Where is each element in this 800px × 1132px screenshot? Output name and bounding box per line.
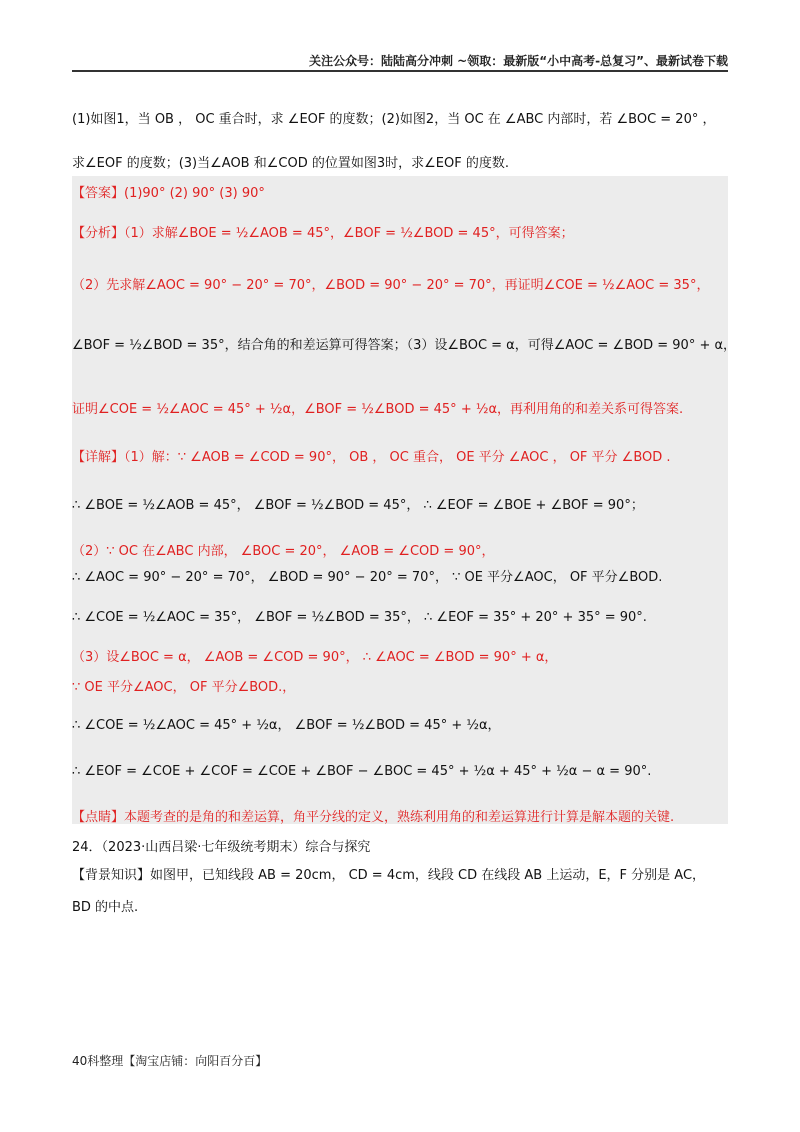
q24-title: 24．（2023·山西吕梁·七年级统考期末）综合与探究 (72, 840, 371, 855)
page-footer: 40科整理【淘宝店铺：向阳百分百】 (72, 1054, 268, 1068)
detail-line-5: ∴ ∠COE = ½∠AOC = 35°， ∠BOF = ½∠BOD = 35°， ∴ ∠EOF = 35° + 20° + 35° = 90°. (72, 610, 647, 625)
detail-line-6: （3）设∠BOC = α， ∠AOB = ∠COD = 90°， ∴ ∠AOC = ∠BOD = 90° + α， (72, 650, 558, 665)
q24-background-2: BD 的中点. (72, 900, 139, 915)
detail-line-1: 【详解】（1）解：∵ ∠AOB = ∠COD = 90°， OB ， OC 重合， OE 平分 ∠AOC ， OF 平分 ∠BOD . (72, 450, 671, 465)
analysis-line-3: ∠BOF = ½∠BOD = 35°，结合角的和差运算可得答案；（3）设∠BOC = α，可得∠AOC = ∠BOD = 90° + α， (72, 338, 737, 353)
detail-line-4: ∴ ∠AOC = 90° − 20° = 70°， ∠BOD = 90° − 20° = 70°， ∵ OE 平分∠AOC， OF 平分∠BOD. (72, 570, 663, 585)
remark-line: 【点睛】本题考查的是角的和差运算，角平分线的定义，熟练利用角的和差运算进行计算是解本题的关键. (72, 810, 675, 825)
detail-line-8: ∴ ∠COE = ½∠AOC = 45° + ½α， ∠BOF = ½∠BOD = 45° + ½α， (72, 718, 501, 733)
analysis-line-1: 【分析】（1）求解∠BOE = ½∠AOB = 45°，∠BOF = ½∠BOD = 45°，可得答案； (72, 226, 574, 241)
detail-line-9: ∴ ∠EOF = ∠COE + ∠COF = ∠COE + ∠BOF − ∠BOC = 45° + ½α + 45° + ½α − α = 90°. (72, 764, 652, 779)
header-rule (72, 70, 728, 72)
analysis-line-4: 证明∠COE = ½∠AOC = 45° + ½α，∠BOF = ½∠BOD = 45° + ½α，再利用角的和差关系可得答案. (72, 402, 684, 417)
question-line-1: (1)如图1，当 OB ， OC 重合时，求 ∠EOF 的度数；(2)如图2，当 OC 在 ∠ABC 内部时，若 ∠BOC = 20° ， (72, 112, 716, 127)
answer-line: 【答案】(1)90° (2) 90° (3) 90° (72, 186, 265, 201)
detail-line-7: ∵ OE 平分∠AOC， OF 平分∠BOD.， (72, 680, 296, 695)
detail-line-3: （2）∵ OC 在∠ABC 内部， ∠BOC = 20°， ∠AOB = ∠COD = 90°， (72, 544, 495, 559)
question-line-2: 求∠EOF 的度数；(3)当∠AOB 和∠COD 的位置如图3时，求∠EOF 的度数. (72, 156, 509, 171)
analysis-line-2: （2）先求解∠AOC = 90° − 20° = 70°，∠BOD = 90° − 20° = 70°，再证明∠COE = ½∠AOC = 35°， (72, 278, 710, 293)
detail-line-2: ∴ ∠BOE = ½∠AOB = 45°， ∠BOF = ½∠BOD = 45°， ∴ ∠EOF = ∠BOE + ∠BOF = 90°； (72, 498, 644, 513)
page-header: 关注公众号：陆陆高分冲刺 ~领取：最新版“小中高考-总复习”、最新试卷下载 (309, 54, 728, 68)
q24-background-1: 【背景知识】如图甲，已知线段 AB = 20cm， CD = 4cm，线段 CD 在线段 AB 上运动，E，F 分别是 AC， (72, 868, 706, 883)
